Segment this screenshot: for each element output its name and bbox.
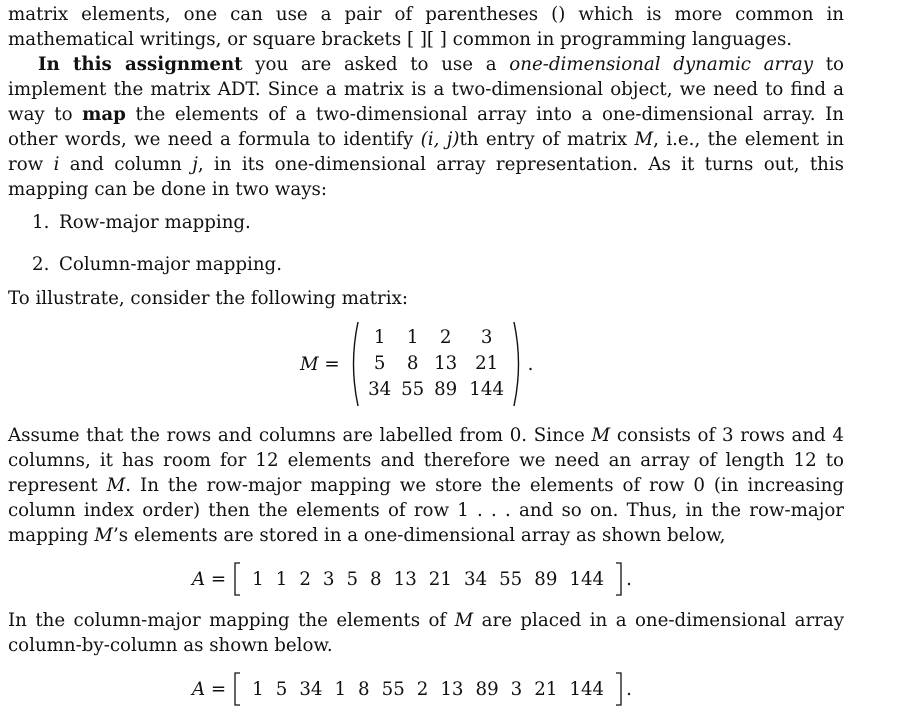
text-span: th entry of matrix [459, 129, 635, 150]
array-value: 1 [334, 678, 347, 700]
matrix-cell: 1 [373, 327, 386, 348]
math-ij: (i, j) [420, 129, 460, 150]
math-M: M [591, 425, 611, 446]
row-major-array [192, 562, 632, 596]
intro-line-2: writings, or square brackets [ ][ ] common in programming languages. [139, 29, 793, 50]
text-span: to implement the matrix ADT. Since a matrix is a two-dimensional object, we need to find a way to [8, 54, 844, 125]
text-span: are placed in a one-dimensional array column-by-column as shown below. [8, 610, 844, 656]
matrix-period: . [527, 353, 534, 375]
array-value: 34 [463, 568, 488, 590]
matrix-cell: 89 [434, 379, 458, 400]
matrix-cell: 2 [439, 327, 452, 348]
text-span: In the column-major mapping the elements of [8, 610, 455, 631]
array-label: A = [192, 678, 227, 700]
right-paren [512, 321, 524, 407]
array-value: 8 [358, 678, 370, 700]
bold-lead: In this assignment [38, 54, 243, 75]
text-span: the elements of a two-dimensional array into a one-dimensional array. In other words, we need a formula to identify [8, 104, 844, 150]
right-bracket [614, 672, 624, 706]
array-value: 2 [416, 678, 429, 700]
matrix-cell: 34 [368, 379, 392, 400]
matrix-display [8, 321, 844, 409]
array-value: 21 [428, 568, 452, 590]
row-major-array-display [8, 560, 844, 600]
column-major-array [192, 672, 632, 706]
column-major-array-display [8, 670, 844, 710]
matrix-cell: 21 [475, 353, 499, 374]
array-value: 2 [299, 568, 311, 590]
array-value: 13 [440, 678, 464, 700]
array-value: 144 [569, 568, 605, 590]
document-page [8, 2, 844, 710]
paragraph-row-major [8, 423, 844, 548]
list-item [8, 252, 844, 277]
list-label: Column-major mapping. [59, 254, 282, 275]
matrix-cell: 13 [434, 353, 458, 374]
array-value: 3 [322, 568, 335, 590]
matrix-cell: 55 [401, 379, 425, 400]
array-value: 21 [534, 678, 558, 700]
math-M: M [454, 610, 474, 631]
right-bracket [614, 562, 624, 596]
array-value: 1 [275, 568, 288, 590]
array-value: 144 [569, 678, 605, 700]
array-value: 89 [534, 568, 558, 590]
text-span: you are asked to use a [242, 54, 510, 75]
array-value: 5 [275, 678, 288, 700]
left-bracket [232, 562, 242, 596]
paragraph-column-major [8, 608, 844, 658]
array-period: . [626, 678, 632, 700]
array-value: 55 [499, 568, 523, 590]
array-value: 34 [299, 678, 323, 700]
math-M: M [94, 525, 113, 546]
text-span: consists of 3 rows and 4 columns, it has room for 12 elements and therefore we need an array of length 12 to represent [8, 425, 844, 496]
math-M: M [634, 129, 654, 150]
matrix-cell: 1 [406, 327, 419, 348]
array-value: 13 [393, 568, 417, 590]
math-i: i [53, 154, 60, 175]
array-value: 5 [346, 568, 359, 590]
left-bracket [232, 672, 242, 706]
intro-line-1: matrix elements, one can use a pair of parentheses () which is more common in mathematical [8, 4, 844, 50]
matrix-cell: 3 [480, 327, 493, 348]
array-values [242, 679, 614, 700]
paragraph-assignment [8, 52, 844, 202]
matrix-cell: 8 [406, 353, 419, 374]
bold-map: map [82, 104, 126, 125]
text-span: , i.e., the element in row [8, 129, 845, 175]
paragraph-illustrate: To illustrate, consider the following matrix: [8, 288, 408, 309]
matrix-equation [300, 321, 533, 407]
array-value: 89 [475, 678, 499, 700]
text-span: . In the row-major mapping we store the elements of row 0 (in increasing column index order) then the elements of row 1 . . . and so on. Thus, in the row-major mapping [8, 475, 844, 546]
list-label: Row-major mapping. [59, 212, 251, 233]
array-value: 1 [252, 678, 264, 700]
math-j: j [192, 154, 198, 175]
matrix-cell: 5 [373, 353, 386, 374]
array-period: . [626, 568, 632, 590]
text-span: Assume that the rows and columns are labelled from 0. Since [8, 425, 592, 446]
matrix-label: M = [300, 353, 340, 375]
math-M: M [106, 475, 126, 496]
text-span: , in its one-dimensional array representation. As it turns out, this mapping can be done in two ways: [8, 154, 844, 200]
text-span: and column [59, 154, 193, 175]
mapping-list [8, 210, 844, 277]
list-number: 2. [32, 254, 50, 275]
array-value: 1 [252, 568, 264, 590]
matrix-cell: 144 [469, 379, 505, 400]
matrix-grid [360, 325, 512, 403]
emphasis-dynamic-array: one-dimensional dynamic array [509, 54, 814, 75]
array-value: 55 [381, 678, 405, 700]
left-paren [348, 321, 360, 407]
array-label: A = [192, 568, 227, 590]
array-value: 3 [510, 678, 523, 700]
text-span: ’s elements are stored in a one-dimensional array as shown below, [112, 525, 726, 546]
list-number: 1. [32, 212, 50, 233]
array-values [242, 569, 614, 590]
array-value: 8 [370, 568, 382, 590]
paragraph-intro [8, 2, 844, 52]
list-item [8, 210, 844, 235]
